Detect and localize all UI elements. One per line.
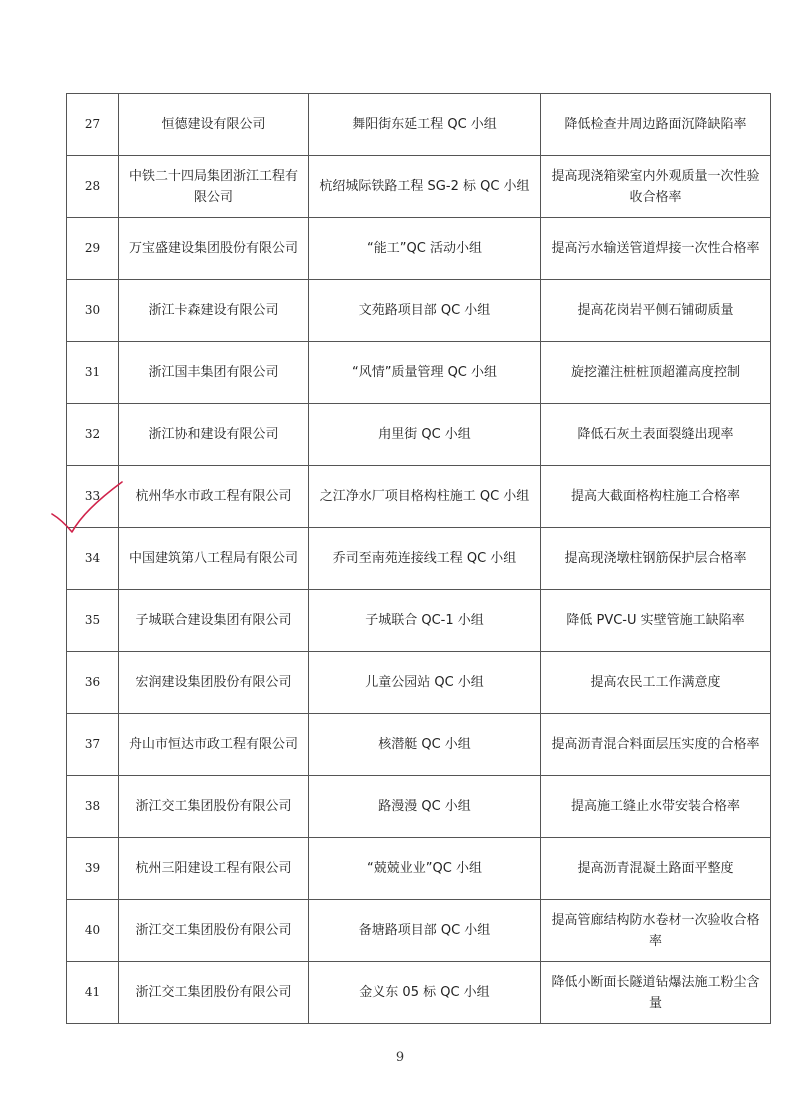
table-row [67,714,771,776]
qc-group-name: 子城联合 QC-1 小组 [309,590,541,652]
row-number: 34 [67,528,119,590]
project-topic: 提高大截面格构柱施工合格率 [541,466,771,528]
table-row [67,280,771,342]
table-row [67,776,771,838]
row-number: 38 [67,776,119,838]
project-topic: 提高沥青混合料面层压实度的合格率 [541,714,771,776]
table-row [67,466,771,528]
company-name: 浙江国丰集团有限公司 [119,342,309,404]
qc-group-name: 儿童公园站 QC 小组 [309,652,541,714]
project-topic: 旋挖灌注桩桩顶超灌高度控制 [541,342,771,404]
table-row [67,156,771,218]
qc-group-name: “能工”QC 活动小组 [309,218,541,280]
row-number: 41 [67,962,119,1024]
project-topic: 提高现浇箱梁室内外观质量一次性验收合格率 [541,156,771,218]
row-number: 32 [67,404,119,466]
row-number: 37 [67,714,119,776]
company-name: 中铁二十四局集团浙江工程有限公司 [119,156,309,218]
table-row [67,404,771,466]
table-row [67,900,771,962]
project-topic: 提高现浇墩柱钢筋保护层合格率 [541,528,771,590]
qc-group-name: 之江净水厂项目格构柱施工 QC 小组 [309,466,541,528]
project-topic: 提高污水输送管道焊接一次性合格率 [541,218,771,280]
award-list-table [66,93,771,1024]
qc-group-name: 金义东 05 标 QC 小组 [309,962,541,1024]
project-topic: 提高管廊结构防水卷材一次验收合格率 [541,900,771,962]
row-number: 29 [67,218,119,280]
project-topic: 降低 PVC-U 实壁管施工缺陷率 [541,590,771,652]
qc-group-name: 备塘路项目部 QC 小组 [309,900,541,962]
company-name: 子城联合建设集团有限公司 [119,590,309,652]
company-name: 浙江交工集团股份有限公司 [119,900,309,962]
table-row [67,528,771,590]
project-topic: 提高花岗岩平侧石铺砌质量 [541,280,771,342]
company-name: 浙江交工集团股份有限公司 [119,776,309,838]
company-name: 万宝盛建设集团股份有限公司 [119,218,309,280]
table-row [67,962,771,1024]
row-number: 35 [67,590,119,652]
row-number: 33 [67,466,119,528]
company-name: 浙江卡森建设有限公司 [119,280,309,342]
qc-group-name: 文苑路项目部 QC 小组 [309,280,541,342]
qc-group-name: 路漫漫 QC 小组 [309,776,541,838]
qc-group-name: 核潜艇 QC 小组 [309,714,541,776]
company-name: 恒德建设有限公司 [119,94,309,156]
qc-group-name: 杭绍城际铁路工程 SG-2 标 QC 小组 [309,156,541,218]
project-topic: 提高施工缝止水带安装合格率 [541,776,771,838]
row-number: 40 [67,900,119,962]
qc-group-name: 乔司至南苑连接线工程 QC 小组 [309,528,541,590]
row-number: 36 [67,652,119,714]
table-row [67,94,771,156]
project-topic: 降低石灰土表面裂缝出现率 [541,404,771,466]
company-name: 杭州华水市政工程有限公司 [119,466,309,528]
qc-group-name: “风情”质量管理 QC 小组 [309,342,541,404]
row-number: 31 [67,342,119,404]
qc-group-name: 舞阳街东延工程 QC 小组 [309,94,541,156]
table-row [67,342,771,404]
qc-group-name: “兢兢业业”QC 小组 [309,838,541,900]
page-number: 9 [395,1050,405,1065]
company-name: 舟山市恒达市政工程有限公司 [119,714,309,776]
company-name: 杭州三阳建设工程有限公司 [119,838,309,900]
table-row [67,838,771,900]
table-body [67,94,771,1024]
qc-group-name: 甪里街 QC 小组 [309,404,541,466]
company-name: 浙江交工集团股份有限公司 [119,962,309,1024]
company-name: 浙江协和建设有限公司 [119,404,309,466]
company-name: 宏润建设集团股份有限公司 [119,652,309,714]
row-number: 39 [67,838,119,900]
table-row [67,218,771,280]
row-number: 30 [67,280,119,342]
table-row [67,590,771,652]
row-number: 28 [67,156,119,218]
row-number: 27 [67,94,119,156]
project-topic: 提高沥青混凝土路面平整度 [541,838,771,900]
company-name: 中国建筑第八工程局有限公司 [119,528,309,590]
project-topic: 提高农民工工作满意度 [541,652,771,714]
table-row [67,652,771,714]
project-topic: 降低检查井周边路面沉降缺陷率 [541,94,771,156]
project-topic: 降低小断面长隧道钻爆法施工粉尘含量 [541,962,771,1024]
